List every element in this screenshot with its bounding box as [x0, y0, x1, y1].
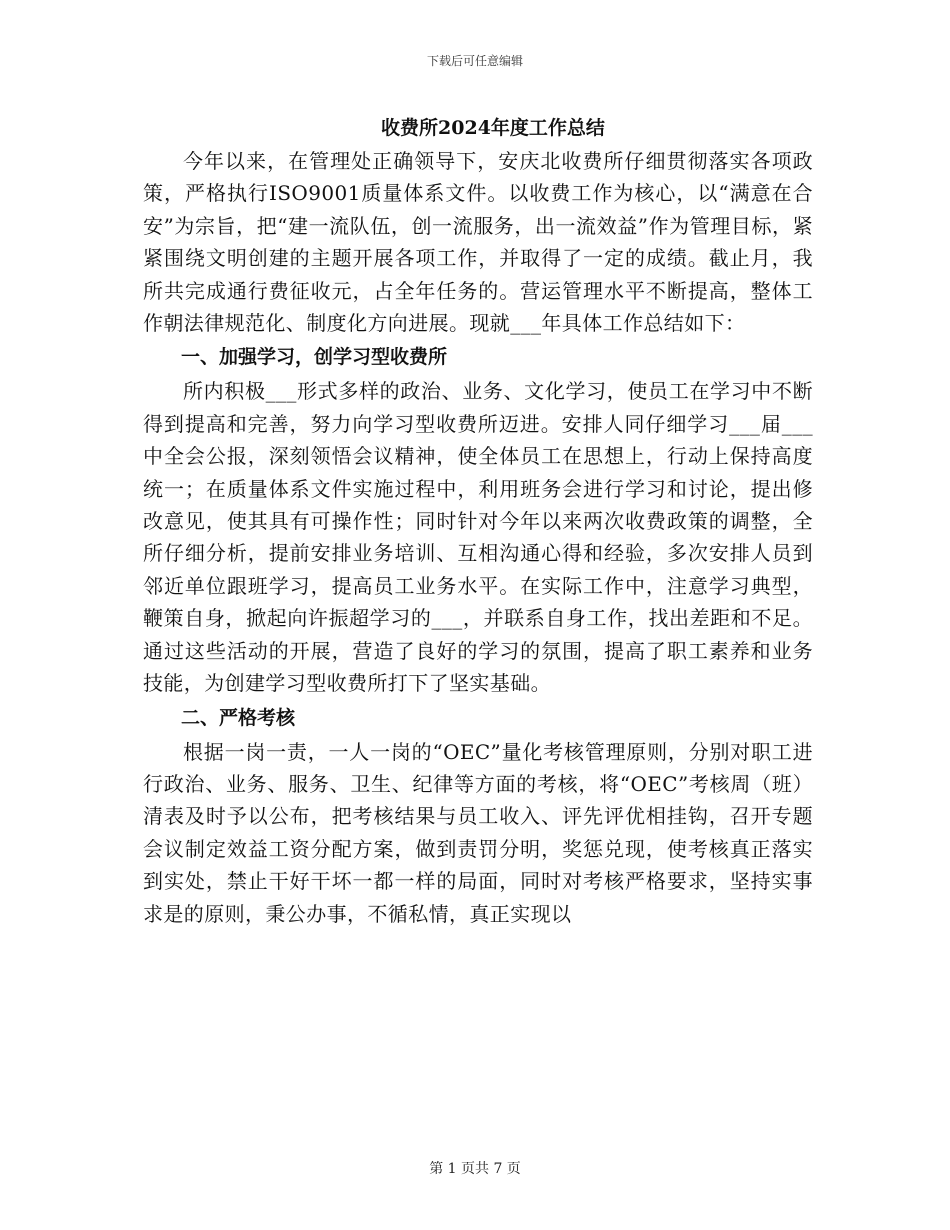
header-note: 下载后可任意编辑: [426, 54, 523, 68]
section-body-assessment: 根据一岗一责，一人一岗的“OEC”量化考核管理原则，分别对职工进行政治、业务、服务、卫生、纪律等方面的考核，将“OEC”考核周（班）清表及时予以公布，把考核结果与员工收入、评先评优相挂钩，召开专题会议制定效益工资分配方案，做到责罚分明，奖惩兑现，使考核真正落实到实处，禁止干好干坏一都一样的局面，同时对考核严格要求，坚持实事求是的原则，秉公办事，不循私情，真正实现以: [143, 739, 813, 926]
intro-paragraph: 今年以来，在管理处正确领导下，安庆北收费所仔细贯彻落实各项政策，严格执行ISO9001质量体系文件。以收费工作为核心，以“满意在合安”为宗旨，把“建一流队伍，创一流服务，出一流效益”作为管理目标，紧紧围绕文明创建的主题开展各项工作，并取得了一定的成绩。截止月，我所共完成通行费征收元，占全年任务的。营运管理水平不断提高，整体工作朝法律规范化、制度化方向进展。现就___年具体工作总结如下：: [143, 149, 813, 336]
document-title: 收费所2024年度工作总结: [381, 117, 605, 139]
section-heading-assessment: 二、严格考核: [181, 706, 296, 729]
section-body-study: 所内积极___形式多样的政治、业务、文化学习，使员工在学习中不断得到提高和完善，努力向学习型收费所迈进。安排人同仔细学习___届___中全会公报，深刻领悟会议精神，使全体员工在思想上，行动上保持高度统一；在质量体系文件实施过程中，利用班务会进行学习和讨论，提出修改意见，使其具有可操作性；同时针对今年以来两次收费政策的调整，全所仔细分析，提前安排业务培训、互相沟通心得和经验，多次安排人员到邻近单位跟班学习，提高员工业务水平。在实际工作中，注意学习典型，鞭策自身，掀起向许振超学习的___，并联系自身工作，找出差距和不足。通过这些活动的开展，营造了良好的学习的氛围，提高了职工素养和业务技能，为创建学习型收费所打下了坚实基础。: [143, 379, 813, 696]
page-header: [0, 52, 950, 69]
section-heading-study: 一、加强学习，创学习型收费所: [181, 346, 448, 369]
page-number: 第 1 页共 7 页: [429, 1161, 521, 1177]
page-footer: [0, 1158, 950, 1178]
document-body: [143, 112, 813, 930]
